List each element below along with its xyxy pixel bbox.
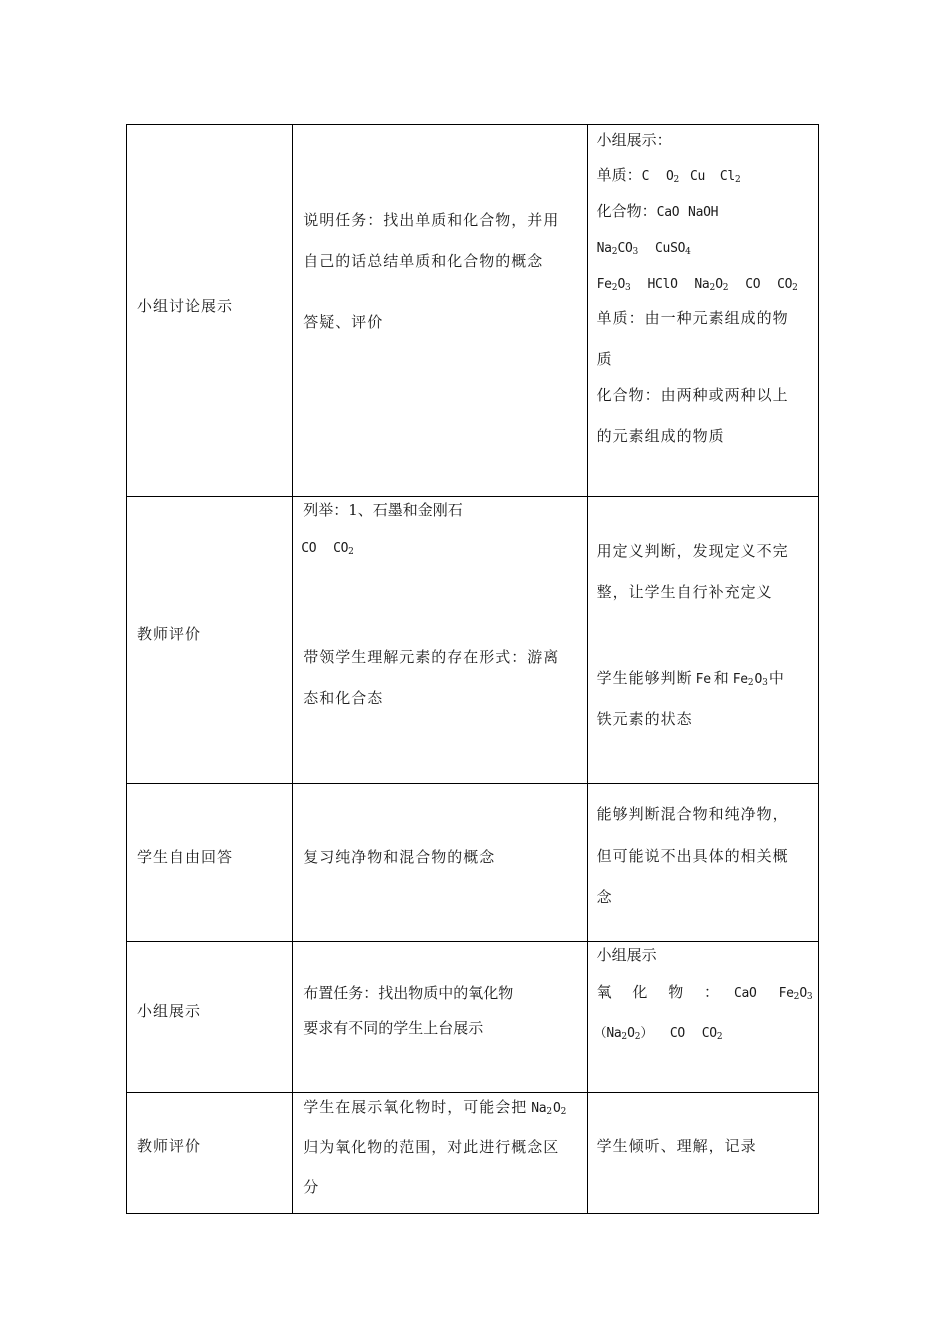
student-text: 铁元素的状态 (596, 710, 693, 728)
student-text: 念 (596, 888, 613, 906)
oxides-line: 氧 化 物 ： CaO $Fe_2O_3$ (596, 983, 813, 1002)
student-heading: 小组展示 (596, 946, 657, 964)
activity-cell (127, 125, 293, 497)
teacher-text: 要求有不同的学生上台展示 (303, 1019, 484, 1037)
student-cell (587, 125, 818, 497)
activity-label: 小组展示 (137, 1002, 202, 1020)
student-text: 整，让学生自行补充定义 (596, 583, 773, 601)
lesson-plan-table (126, 124, 819, 1214)
student-heading: 小组展示： (596, 131, 672, 149)
compounds-line: $Fe_2O_3$ HClO $Na_2O_2$ CO $CO_2$ (596, 277, 798, 293)
teacher-text: 分 (303, 1178, 320, 1196)
teacher-cell (293, 125, 587, 497)
activity-label: 学生自由回答 (137, 848, 234, 866)
activity-label: 小组讨论展示 (137, 297, 234, 315)
table-row (127, 125, 819, 497)
student-cell (587, 784, 818, 942)
student-cell (587, 1093, 818, 1214)
teacher-text: 自己的话总结单质和化合物的概念 (303, 252, 544, 270)
teacher-cell (293, 784, 587, 942)
definition-text: 质 (596, 350, 613, 368)
student-text: 但可能说不出具体的相关概 (596, 847, 789, 865)
activity-cell (127, 1093, 293, 1214)
student-text: 用定义判断，发现定义不完 (596, 542, 789, 560)
teacher-text: 说明任务：找出单质和化合物，并用 (303, 211, 560, 229)
teacher-cell (293, 497, 587, 784)
teacher-text: 列举：1、石墨和金刚石 (303, 501, 463, 519)
compounds-line: 化合物：CaO NaOH (596, 202, 719, 220)
student-text: 能够判断混合物和纯净物， (596, 805, 789, 823)
definition-text: 化合物：由两种或两种以上 (596, 386, 789, 404)
table-row (127, 1093, 819, 1214)
activity-label: 教师评价 (137, 1137, 202, 1155)
teacher-text: 学生在展示氧化物时，可能会把 $Na_2O_2$ (303, 1098, 568, 1117)
teacher-text: 归为氧化物的范围，对此进行概念区 (303, 1138, 560, 1156)
teacher-text: 布置任务：找出物质中的氧化物 (303, 984, 514, 1002)
elements-line: 单质：C $O_2$ Cu $Cl_2$ (596, 166, 741, 185)
activity-cell (127, 784, 293, 942)
student-cell (587, 497, 818, 784)
teacher-cell (293, 1093, 587, 1214)
student-cell (587, 942, 818, 1093)
activity-label: 教师评价 (137, 625, 202, 643)
table-row (127, 497, 819, 784)
teacher-text: 答疑、评价 (303, 313, 384, 331)
definition-text: 的元素组成的物质 (596, 427, 725, 445)
teacher-text: 复习纯净物和混合物的概念 (303, 848, 496, 866)
definition-text: 单质：由一种元素组成的物 (596, 309, 789, 327)
teacher-formula: CO $CO_2$ (301, 541, 354, 557)
table-row (127, 942, 819, 1093)
student-text: 学生能够判断 Fe 和 $Fe_2O_3$中 (596, 669, 785, 688)
teacher-text: 带领学生理解元素的存在形式：游离 (303, 648, 560, 666)
table-row (127, 784, 819, 942)
teacher-text: 态和化合态 (303, 689, 384, 707)
teacher-cell (293, 942, 587, 1093)
activity-cell (127, 497, 293, 784)
student-text: 学生倾听、理解，记录 (596, 1137, 757, 1155)
activity-cell (127, 942, 293, 1093)
compounds-line: $Na_2CO_3$ CuSO$_4$ (596, 241, 691, 257)
oxides-line: $(Na_2O_2)$ CO $CO_2$ (593, 1026, 723, 1042)
